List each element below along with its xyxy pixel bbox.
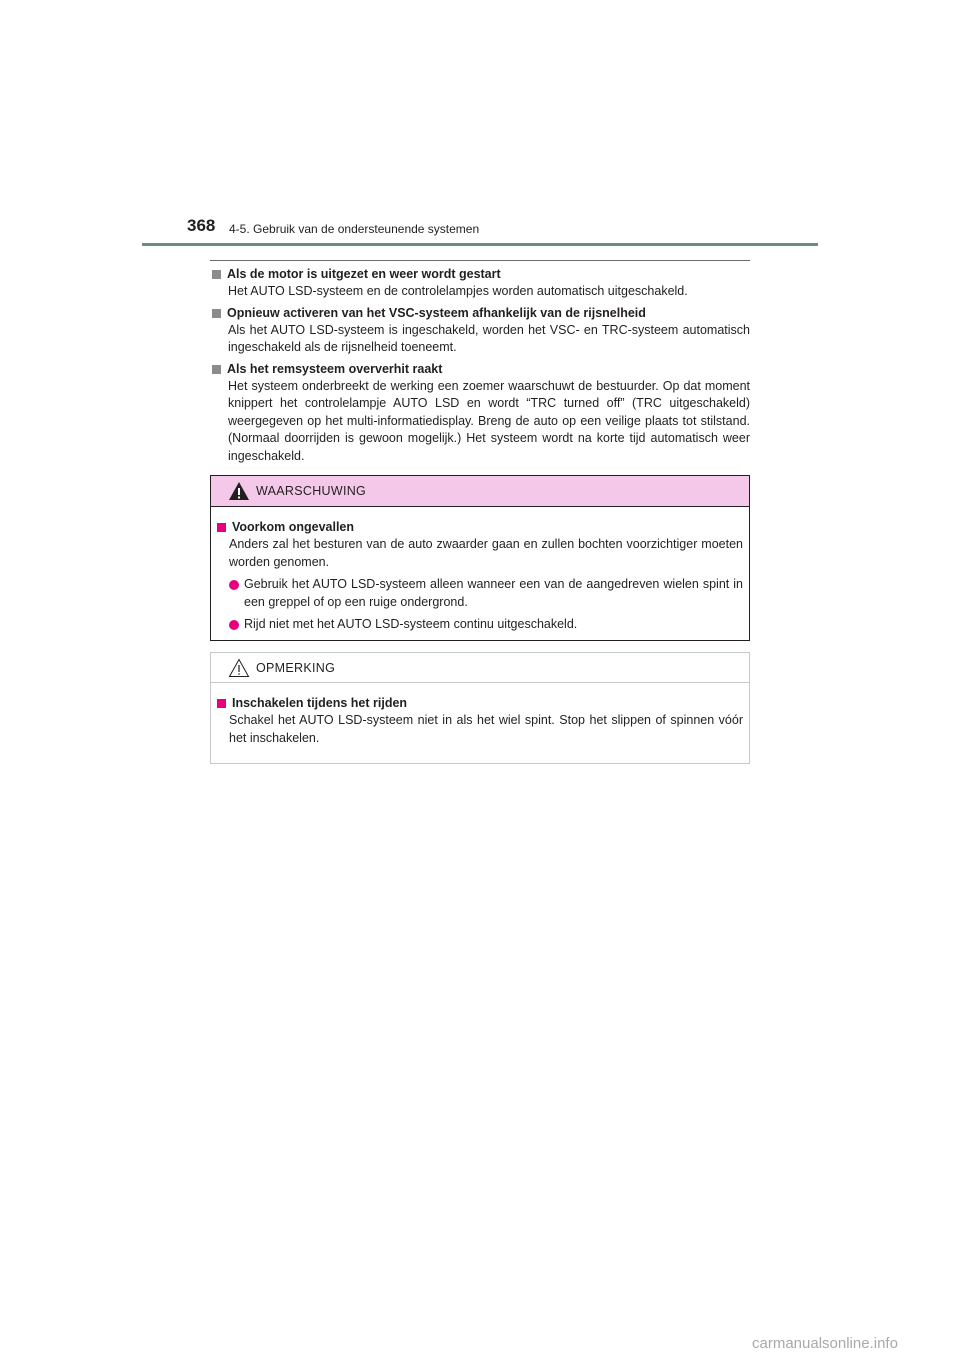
caution-body: Schakel het AUTO LSD-systeem niet in als het wiel spint. Stop het slippen of spinnen vóór het inschakelen. bbox=[229, 713, 743, 745]
note-body: Het AUTO LSD-systeem en de controlelampjes worden automatisch uitgeschakeld. bbox=[228, 284, 688, 298]
caution-content bbox=[211, 683, 749, 747]
caution-triangle-icon bbox=[228, 658, 250, 678]
warning-title: WAARSCHUWING bbox=[256, 484, 367, 498]
caution-box bbox=[210, 652, 750, 764]
warning-triangle-icon bbox=[228, 481, 250, 501]
warning-body: Anders zal het besturen van de auto zwaarder gaan en zullen bochten voorzichtiger moeten worden genomen. bbox=[229, 537, 743, 569]
square-bullet-icon bbox=[212, 309, 221, 318]
section-title: 4-5. Gebruik van de ondersteunende systemen bbox=[229, 222, 480, 236]
caution-title: OPMERKING bbox=[256, 661, 336, 675]
warning-content bbox=[211, 507, 749, 634]
warning-header bbox=[211, 476, 749, 507]
circle-bullet-icon bbox=[229, 580, 239, 590]
note-body: Het systeem onderbreekt de werking een zoemer waarschuwt de bestuurder. Op dat moment knippert het controlelampje AUTO LSD en wordt “TRC turned off” (TRC uitgeschakeld) weergegeven op het multi-informatiedisplay. Breng de auto op een veilige plaats tot stilstand. (Normaal doorrijden is gewoon mogelijk.) Het systeem wordt na korte tijd automatisch weer ingeschakeld. bbox=[228, 378, 750, 463]
note-heading: Als de motor is uitgezet en weer wordt gestart bbox=[227, 267, 501, 281]
warning-heading: Voorkom ongevallen bbox=[232, 520, 355, 534]
watermark: carmanualsonline.info bbox=[752, 1335, 898, 1352]
note-heading: Opnieuw activeren van het VSC-systeem afhankelijk van de rijsnelheid bbox=[227, 305, 646, 320]
note-vsc-reactivation bbox=[210, 305, 750, 357]
note-engine-restart bbox=[210, 266, 750, 301]
list-item: Gebruik het AUTO LSD-systeem alleen wanneer een van de aangedreven wielen spint in een greppel of op een ruige ondergrond. bbox=[215, 576, 743, 611]
square-bullet-icon bbox=[217, 699, 226, 708]
square-bullet-icon bbox=[212, 270, 221, 279]
warning-box bbox=[210, 475, 750, 641]
note-heading: Als het remsysteem oververhit raakt bbox=[227, 361, 443, 376]
circle-bullet-icon bbox=[229, 620, 239, 630]
header-rule bbox=[142, 243, 818, 246]
square-bullet-icon bbox=[217, 523, 226, 532]
caution-header bbox=[211, 653, 749, 683]
square-bullet-icon bbox=[212, 365, 221, 374]
note-body: Als het AUTO LSD-systeem is ingeschakeld, worden het VSC- en TRC-systeem automatisch ingeschakeld als de rijsnelheid toeneemt. bbox=[228, 322, 750, 354]
note-brake-overheat bbox=[210, 361, 750, 466]
list-item: Rijd niet met het AUTO LSD-systeem continu uitgeschakeld. bbox=[215, 616, 743, 634]
caution-heading: Inschakelen tijdens het rijden bbox=[232, 696, 408, 710]
notes-section bbox=[210, 266, 750, 469]
page-header bbox=[0, 0, 960, 250]
content-rule bbox=[210, 260, 750, 261]
page-number: 368 bbox=[187, 216, 216, 235]
